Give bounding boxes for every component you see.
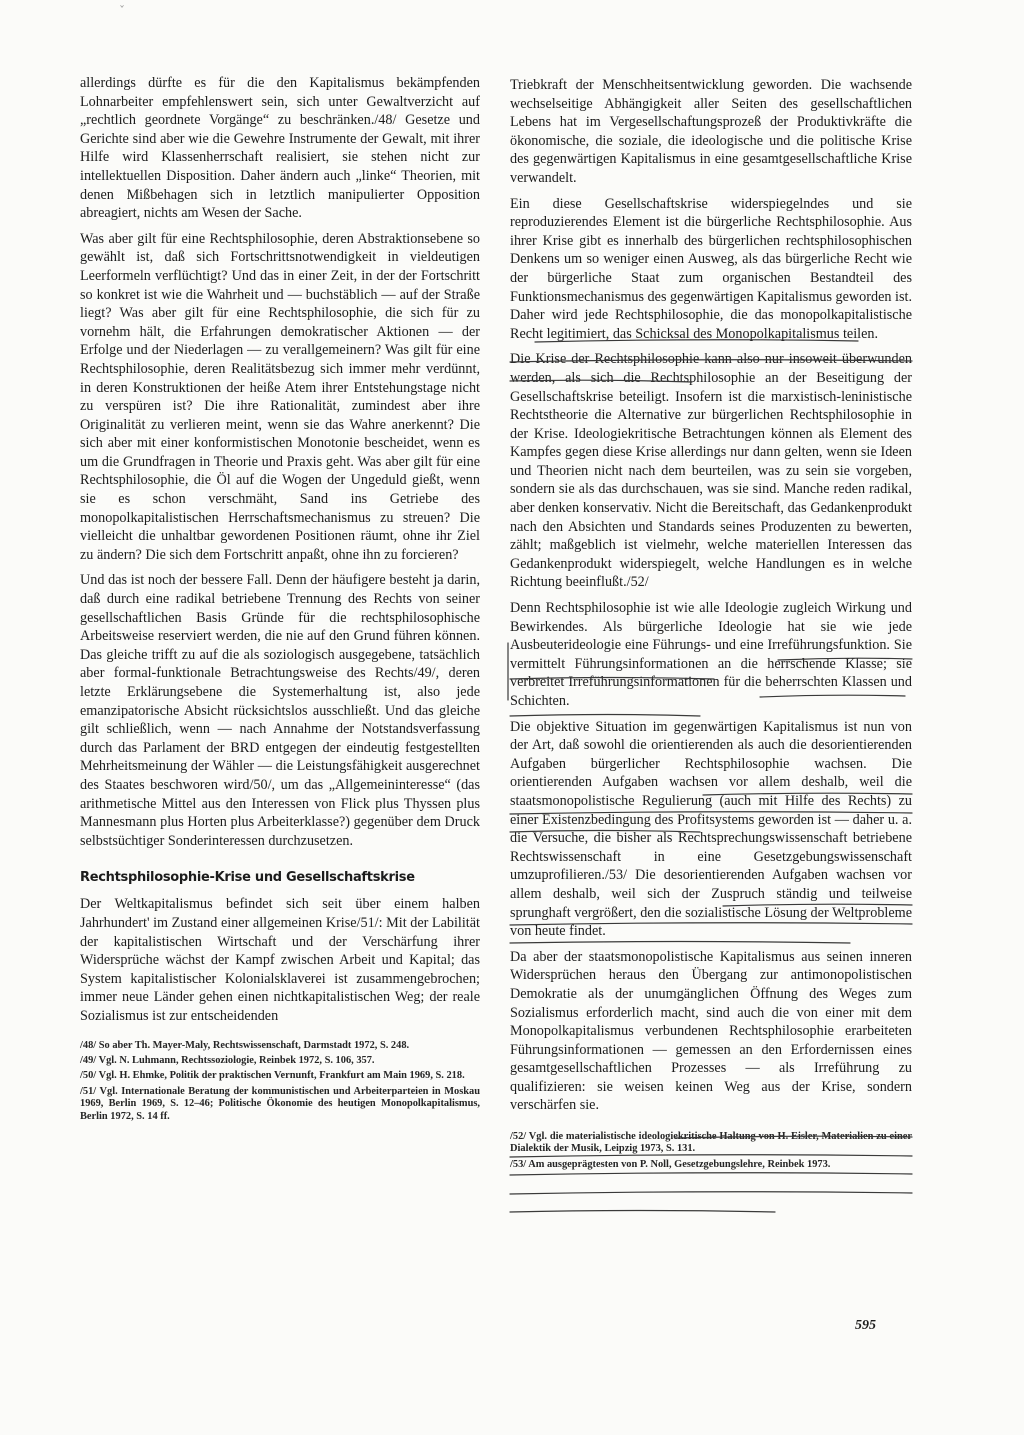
left-paragraph-1: allerdings dürfte es für die den Kapitalismus bekämpfenden Lohnarbeiter empfehlenswert sein, sich unter Gewaltverzicht auf „rechtlich geordnete Vorgänge“ zu beschränken./48/ Gesetze und Gerichte sind aber wie die Gewehre Instrumente der Gewalt, mit ihrer Hilfe wird Klassenherrschaft realisiert, sie stehen nicht zur intellektuellen Disposition. Daher ändern auch „linke“ Theorien, mit denen Mißbehagen sich in letztlich manipulierter Opposition abreagiert, nichts am Wesen der Sache. xyxy=(80,75,480,222)
right-paragraph-1: Triebkraft der Menschheitsentwicklung geworden. Die wachsende wechselseitige Abhängigkeit aller Seiten des gesellschaftlichen Lebens hat im Vergesellschaftungsprozeß der Produktivkräfte die ökonomische, die soziale, die ideologische und die politische Krise des gegenwärtigen Kapitalismus in eine gesamtgesellschaftliche Krise verwandelt. xyxy=(510,77,912,186)
footnote-52: /52/ Vgl. die materialistische ideologiekritische Haltung von H. Eisler, Materialien zu einer Dialektik der Musik, Leipzig 1973, S. 131. xyxy=(510,1131,912,1155)
section-heading: Rechtsphilosophie-Krise und Gesellschaftskrise xyxy=(80,870,415,886)
left-paragraph-3: Und das ist noch der bessere Fall. Denn der häufigere besteht ja darin, daß durch eine radikal betriebene Trennung des Rechts von seiner gesellschaftlichen Basis Gründe für die rechtsphilosophische Arbeitsweise reserviert werden, die nie auf den Grund führen können. Das gleiche trifft zu auf die als soziologisch ausgegebene, tatsächlich aber formal-funktionale Betrachtungsweise des Rechts/49/, deren letzte Erklärungsebene die Systemerhaltung ist, also jede emanzipatorische Absicht rücksichtslos ausschließt. Und das gleiche gilt schließlich, wenn — nach Annahme der Notstandsverfassung durch das Parlament der BRD entgegen der eindeutig festgestellten Mehrheitsmeinung der Wähler — die Leistungsfähigkeit ausgerechnet des Staates beschworen wird/50/, um das „Allgemeininteresse“ (das arithmetische Mittel aus den Interessen von Flick plus Thyssen plus Mannesmann plus Horten plus Arbeiterklasse?) gegenüber dem Druck selbstsüchtiger Sonderinteressen durchzusetzen. xyxy=(80,572,480,849)
left-footnotes xyxy=(80,1040,480,1123)
footnote-51: /51/ Vgl. Internationale Beratung der kommunistischen und Arbeiterparteien in Moskau 1969, Berlin 1969, S. 12–46; Politische Ökonomie des heutigen Monopolkapitalismus, Berlin 1972, S. 14 ff. xyxy=(80,1085,480,1122)
right-paragraph-4: Denn Rechtsphilosophie ist wie alle Ideologie zugleich Wirkung und Bewirkendes. Als bürgerliche Ideologie hat sie wie jede Ausbeuterideologie eine Führungs- und eine Irreführungsfunktion. Sie vermittelt Führungsinformationen an die herrschende Klasse; sie verbreitet Irreführungsinformationen für die beherrschten Klassen und Schichten. xyxy=(510,600,912,709)
page-number: 595 xyxy=(855,1318,876,1333)
footnote-53: /53/ Am ausgeprägtesten von P. Noll, Gesetzgebungslehre, Reinbek 1973. xyxy=(510,1158,831,1170)
right-column xyxy=(510,76,912,1174)
left-paragraph-4: Der Weltkapitalismus befindet sich seit über einem halben Jahrhundert' im Zustand einer allgemeinen Krise/51/: Mit der Labilität der kapitalistischen Wirtschaft und der Verschärfung ihrer Widersprüche wächst der Kampf zwischen Arbeit und Kapital; das System kapitalistischer Kolonialsklaverei ist zusammengebrochen; immer neue Länder gehen einen nichtkapitalistischen Weg; der reale Sozialismus ist zur entscheidenden xyxy=(80,896,480,1024)
right-paragraph-6: Da aber der staatsmonopolistische Kapitalismus aus seinen inneren Widersprüchen heraus den Übergang zur antimonopolistischen Demokratie als der unumgänglichen Öffnung des Weges zum Sozialismus erforderlich macht, sind auch die von einer mit dem Monopolkapitalismus verbundenen Rechtsphilosophie erarbeiteten Führungsinformationen — gemessen an den Erfordernissen eines gesamtgesellschaftlichen Prozesses — als Irreführung zu qualifizieren: sie weisen keinen Weg aus der Krise, sondern verschärfen sie. xyxy=(510,948,912,1114)
left-column xyxy=(80,74,480,1126)
left-paragraph-2: Was aber gilt für eine Rechtsphilosophie, deren Abstraktionsebene so gewählt ist, daß sich Fortschrittsnotwendigkeit in vieldeutigen Leerformeln verflüchtigt? Und das in einer Zeit, in der der Fortschritt so konkret ist wie die Wahrheit und — buchstäblich — auf der Straße liegt? Was aber gilt für eine Rechtsphilosophie, die sich für zu vornehm hält, die Erfahrungen demokratischer Aktionen — der Erfolge und der Niederlagen — zu verallgemeinern? Was gilt für eine Rechtsphilosophie, deren Realitätsbezug sich immer mehr verdünnt, in deren Konstruktionen der heiße Atem ihrer Entstehungstage nicht zu verspüren ist? Die ihre Rationalität, zumindest aber ihre Originalität zu verlieren meint, wenn sie das Wahre anerkennt? Die sich aber mit einer konformistischen Monotonie bescheidet, wenn es um die Grundfragen in Theorie und Praxis geht. Was aber gilt für eine Rechtsphilosophie, die Öl auf die Wogen der Ungeduld gießt, wenn sie es schon verschmäht, Sand ins Getriebe des monopolkapitalistischen Herrschaftsmechanismus zu streuen? Die vielleicht die unhaltbar gewordenen Positionen räumt, ohne ihr Ziel zu ändern? Die sich dem Fortschritt anpaßt, ohne ihn zu forcieren? xyxy=(80,230,480,563)
right-footnotes xyxy=(510,1131,912,1171)
scan-mark: ˇ xyxy=(119,4,125,18)
footnote-49: /49/ Vgl. N. Luhmann, Rechtssoziologie, Reinbek 1972, S. 106, 357. xyxy=(80,1054,375,1066)
right-paragraph-3: Die Krise der Rechtsphilosophie kann also nur insoweit überwunden werden, als sich die Rechtsphilosophie an der Beseitigung der Gesellschaftskrise beteiligt. Insofern ist die marxistisch-leninistische Rechtstheorie die Alternative zur bürgerlichen Rechtsphilosophie in der Krise. Ideologiekritische Betrachtungen können als Element des Kampfes gegen diese Krise allerdings nur dann gelten, wenn sie Ideen und Theorien nicht nach dem beurteilen, was zu sein sie vorgeben, sondern sie als das durchschauen, was sie sind. Manche reden radikal, aber denken konservativ. Nicht die Bereitschaft, das Gedankenprodukt nach den Absichten und Standards seines Produzenten zu bewerten, zählt; maßgeblich ist vielmehr, welche materiellen Interessen das Gedankenprodukt widerspiegelt, welche Handlungen es in welche Richtung beeinflußt./52/ xyxy=(510,351,912,591)
right-paragraph-5: Die objektive Situation im gegenwärtigen Kapitalismus ist nun von der Art, daß sowohl die orientierenden als auch die desorientierenden Aufgaben bürgerlicher Rechtsphilosophie wachsen. Die orientierenden Aufgaben wachsen vor allem deshalb, weil die staatsmonopolistische Regulierung (auch mit Hilfe des Rechts) zu einer Existenzbedingung des Profitsystems geworden ist — daher u. a. die Versuche, die bisher als Rechtsprechungswissenschaft betriebene Rechtswissenschaft in eine Gesetzgebungswissenschaft umzuprofilieren./53/ Die desorientierenden Aufgaben wachsen vor allem deshalb, weil sich der Zuspruch ständig und teilweise sprunghaft vergrößert, den die sozialistische Lösung der Weltprobleme von heute findet. xyxy=(510,718,912,940)
footnote-50: /50/ Vgl. H. Ehmke, Politik der praktischen Vernunft, Frankfurt am Main 1969, S. 218. xyxy=(80,1070,465,1082)
footnote-48: /48/ So aber Th. Mayer-Maly, Rechtswissenschaft, Darmstadt 1972, S. 248. xyxy=(80,1039,410,1051)
right-paragraph-2: Ein diese Gesellschaftskrise widerspiegelndes und sie reproduzierendes Element ist die bürgerliche Rechtsphilosophie. Aus ihrer Krise gibt es innerhalb des bürgerlichen rechtsphilosophischen Denkens um so weniger einen Ausweg, als das bürgerliche Recht wie der bürgerliche Staat zum organischen Bestandteil des Funktionsmechanismus des gegenwärtigen Kapitalismus geworden ist. Daher wird jede Rechtsphilosophie, die das monopolkapitalistische Recht legitimiert, das Schicksal des Monopolkapitalismus teilen. xyxy=(510,195,912,342)
